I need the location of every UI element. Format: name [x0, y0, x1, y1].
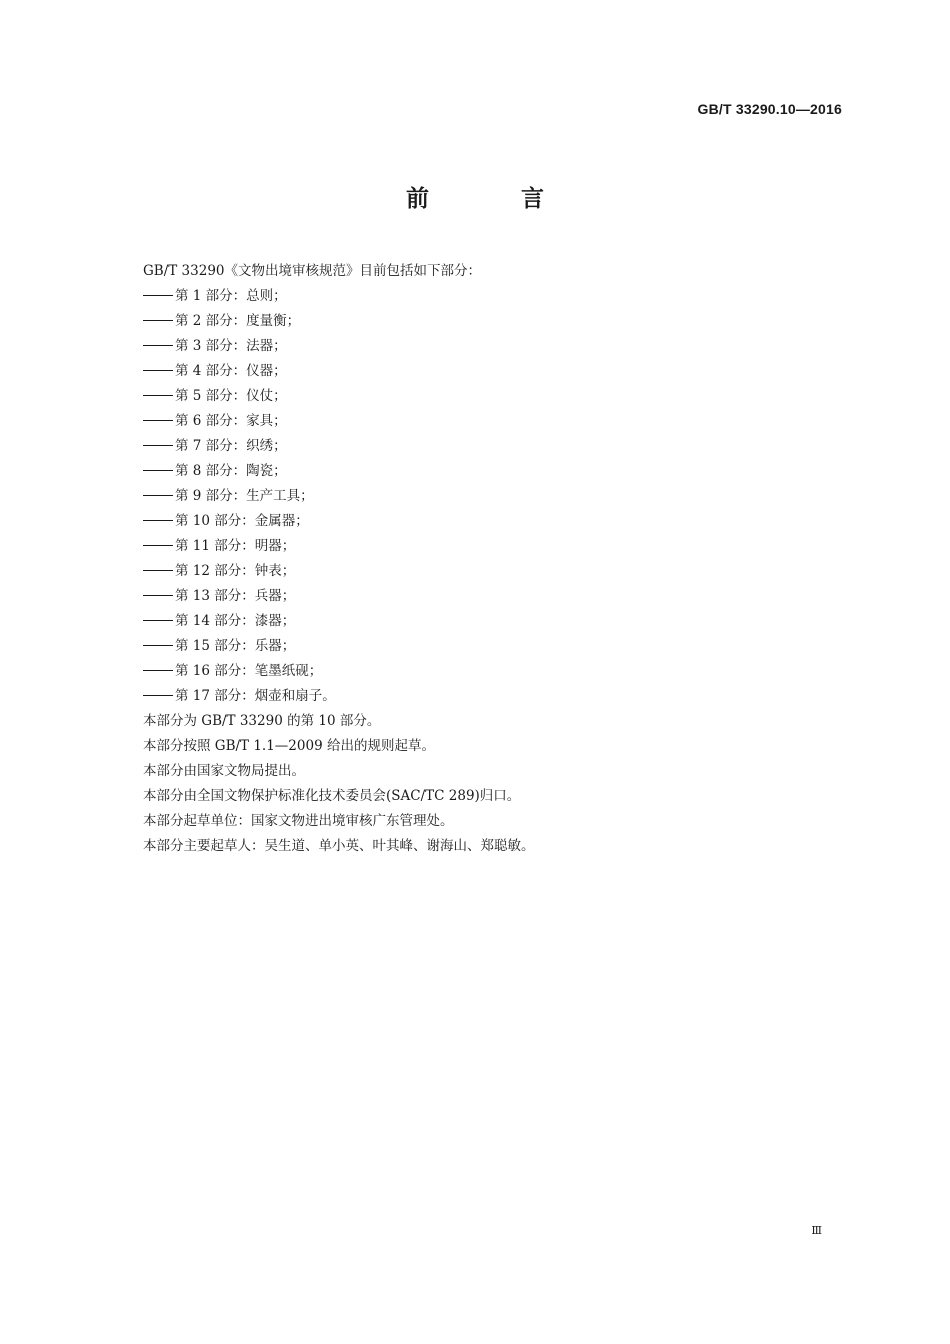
dash-marker [143, 620, 173, 621]
statement-paragraph: 本部分为 GB/T 33290 的第 10 部分。 [143, 713, 381, 729]
statement-paragraph: 本部分按照 GB/T 1.1—2009 给出的规则起草。 [143, 738, 435, 754]
dash-marker [143, 495, 173, 496]
list-item [143, 584, 843, 609]
list-item-text: 第 16 部分：笔墨纸砚； [175, 663, 323, 679]
page-title: 前 言 [406, 186, 579, 212]
dash-marker [143, 420, 173, 421]
list-item [143, 309, 843, 334]
list-item-text: 第 10 部分：金属器； [175, 513, 309, 529]
dash-marker [143, 345, 173, 346]
list-item-text: 第 13 部分：兵器； [175, 588, 296, 604]
list-item-text: 第 8 部分：陶瓷； [175, 463, 287, 479]
statement-paragraph: 本部分主要起草人：吴生道、单小英、叶其峰、谢海山、郑聪敏。 [143, 838, 535, 854]
list-item [143, 634, 843, 659]
list-item [143, 384, 843, 409]
list-item-text: 第 6 部分：家具； [175, 413, 287, 429]
statement-paragraph: 本部分由全国文物保护标准化技术委员会(SAC/TC 289)归口。 [143, 788, 521, 804]
list-item-text: 第 15 部分：乐器； [175, 638, 296, 654]
dash-marker [143, 395, 173, 396]
dash-marker [143, 320, 173, 321]
list-item-text: 第 5 部分：仪仗； [175, 388, 287, 404]
list-item-text: 第 7 部分：织绣； [175, 438, 287, 454]
standard-code: GB/T 33290.10—2016 [697, 101, 842, 117]
parts-list [143, 284, 843, 709]
document-body [143, 259, 843, 859]
dash-marker [143, 670, 173, 671]
list-item-text: 第 2 部分：度量衡； [175, 313, 301, 329]
list-item [143, 659, 843, 684]
list-item [143, 459, 843, 484]
list-item [143, 509, 843, 534]
list-item [143, 534, 843, 559]
intro-paragraph: GB/T 33290《文物出境审核规范》目前包括如下部分： [143, 263, 481, 279]
dash-marker [143, 645, 173, 646]
list-item-text: 第 1 部分：总则； [175, 288, 287, 304]
list-item [143, 484, 843, 509]
list-item [143, 559, 843, 584]
list-item-text: 第 11 部分：明器； [175, 538, 296, 554]
page-number: Ⅲ [811, 1224, 822, 1237]
list-item [143, 284, 843, 309]
list-item [143, 334, 843, 359]
dash-marker [143, 370, 173, 371]
dash-marker [143, 470, 173, 471]
list-item [143, 409, 843, 434]
dash-marker [143, 295, 173, 296]
list-item-text: 第 12 部分：钟表； [175, 563, 296, 579]
statements [143, 709, 843, 859]
dash-marker [143, 695, 173, 696]
dash-marker [143, 570, 173, 571]
dash-marker [143, 545, 173, 546]
list-item-text: 第 9 部分：生产工具； [175, 488, 314, 504]
list-item [143, 359, 843, 384]
list-item-text: 第 17 部分：烟壶和扇子。 [175, 688, 336, 704]
list-item-text: 第 4 部分：仪器； [175, 363, 287, 379]
dash-marker [143, 445, 173, 446]
list-item-text: 第 14 部分：漆器； [175, 613, 296, 629]
statement-paragraph: 本部分起草单位：国家文物进出境审核广东管理处。 [143, 813, 454, 829]
dash-marker [143, 520, 173, 521]
list-item-text: 第 3 部分：法器； [175, 338, 287, 354]
list-item [143, 434, 843, 459]
dash-marker [143, 595, 173, 596]
list-item [143, 684, 843, 709]
list-item [143, 609, 843, 634]
statement-paragraph: 本部分由国家文物局提出。 [143, 763, 305, 779]
